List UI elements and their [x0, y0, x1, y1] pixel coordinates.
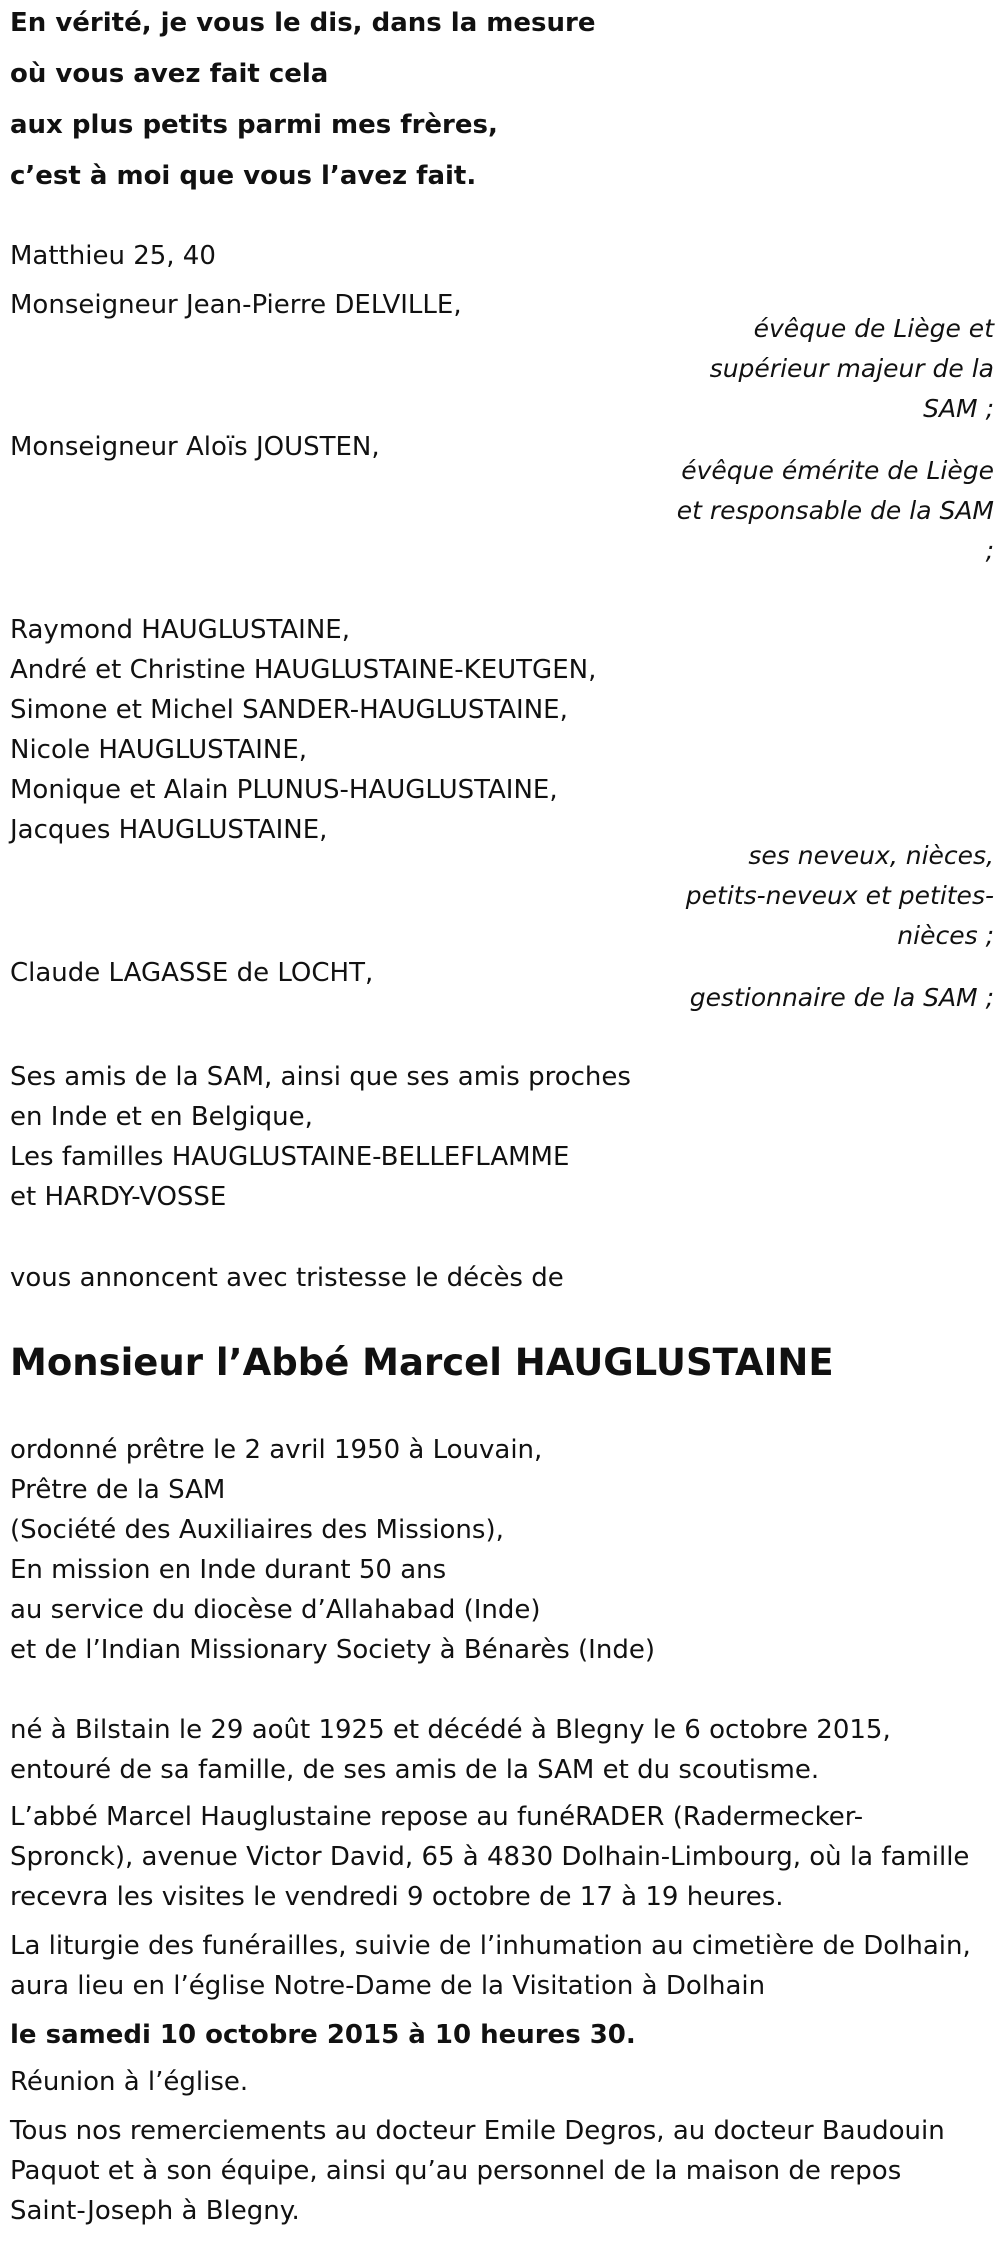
family-member: André et Christine HAUGLUSTAINE-KEUTGEN, — [10, 655, 597, 685]
friends-line: en Inde et en Belgique, — [10, 1102, 313, 1132]
friends-line: et HARDY-VOSSE — [10, 1182, 227, 1212]
reunion-note: Réunion à l’église. — [10, 2067, 249, 2097]
verse-line: En vérité, je vous le dis, dans la mesure — [10, 8, 596, 38]
mourner-role: évêque émérite de Liège et responsable de la SAM ; — [676, 456, 994, 565]
friends-line: Les familles HAUGLUSTAINE-BELLEFLAMME — [10, 1142, 570, 1172]
career-line: au service du diocèse d’Allahabad (Inde) — [10, 1595, 541, 1625]
announcement: vous annoncent avec tristesse le décès de — [10, 1263, 564, 1293]
thanks-line: Paquot et à son équipe, ainsi qu’au personnel de la maison de repos — [10, 2156, 902, 2186]
family-member: Simone et Michel SANDER-HAUGLUSTAINE, — [10, 695, 568, 725]
family-member: Nicole HAUGLUSTAINE, — [10, 735, 308, 765]
family-member: Jacques HAUGLUSTAINE, — [10, 815, 328, 845]
verse-line: où vous avez fait cela — [10, 59, 329, 89]
birth-death-line: entouré de sa famille, de ses amis de la SAM et du scoutisme. — [10, 1755, 820, 1785]
family-member: Raymond HAUGLUSTAINE, — [10, 615, 350, 645]
thanks-line: Saint-Joseph à Blegny. — [10, 2196, 300, 2226]
birth-death-line: né à Bilstain le 29 août 1925 et décédé à Blegny le 6 octobre 2015, — [10, 1715, 891, 1745]
visitation-line: Spronck), avenue Victor David, 65 à 4830 Dolhain-Limbourg, où la famille — [10, 1842, 970, 1872]
career-line: Prêtre de la SAM — [10, 1475, 226, 1505]
verse-line: aux plus petits parmi mes frères, — [10, 110, 498, 140]
funeral-date: le samedi 10 octobre 2015 à 10 heures 30. — [10, 2020, 636, 2050]
career-line: En mission en Inde durant 50 ans — [10, 1555, 447, 1585]
career-line: (Société des Auxiliaires des Missions), — [10, 1515, 504, 1545]
deceased-name: Monsieur l’Abbé Marcel HAUGLUSTAINE — [10, 1341, 834, 1384]
family-role: ses neveux, nièces, petits-neveux et petites-nièces ; — [685, 841, 994, 950]
friends-line: Ses amis de la SAM, ainsi que ses amis proches — [10, 1062, 631, 1092]
career-line: et de l’Indian Missionary Society à Bénarès (Inde) — [10, 1635, 655, 1665]
liturgy-line: aura lieu en l’église Notre-Dame de la Visitation à Dolhain — [10, 1971, 766, 2001]
mourner-role: gestionnaire de la SAM ; — [689, 983, 994, 1012]
mourner-name: Claude LAGASSE de LOCHT, — [10, 958, 374, 988]
mourner-role: évêque de Liège et supérieur majeur de la SAM ; — [709, 314, 994, 423]
mourner-name: Monseigneur Aloïs JOUSTEN, — [10, 432, 380, 462]
thanks-line: Tous nos remerciements au docteur Emile Degros, au docteur Baudouin — [10, 2116, 945, 2146]
career-line: ordonné prêtre le 2 avril 1950 à Louvain, — [10, 1435, 543, 1465]
family-member: Monique et Alain PLUNUS-HAUGLUSTAINE, — [10, 775, 558, 805]
visitation-line: recevra les visites le vendredi 9 octobre de 17 à 19 heures. — [10, 1882, 784, 1912]
liturgy-line: La liturgie des funérailles, suivie de l’inhumation au cimetière de Dolhain, — [10, 1931, 971, 1961]
visitation-line: L’abbé Marcel Hauglustaine repose au funéRADER (Radermecker- — [10, 1802, 864, 1832]
verse-line: c’est à moi que vous l’avez fait. — [10, 161, 477, 191]
verse-reference: Matthieu 25, 40 — [10, 241, 216, 271]
mourner-name: Monseigneur Jean-Pierre DELVILLE, — [10, 290, 462, 320]
